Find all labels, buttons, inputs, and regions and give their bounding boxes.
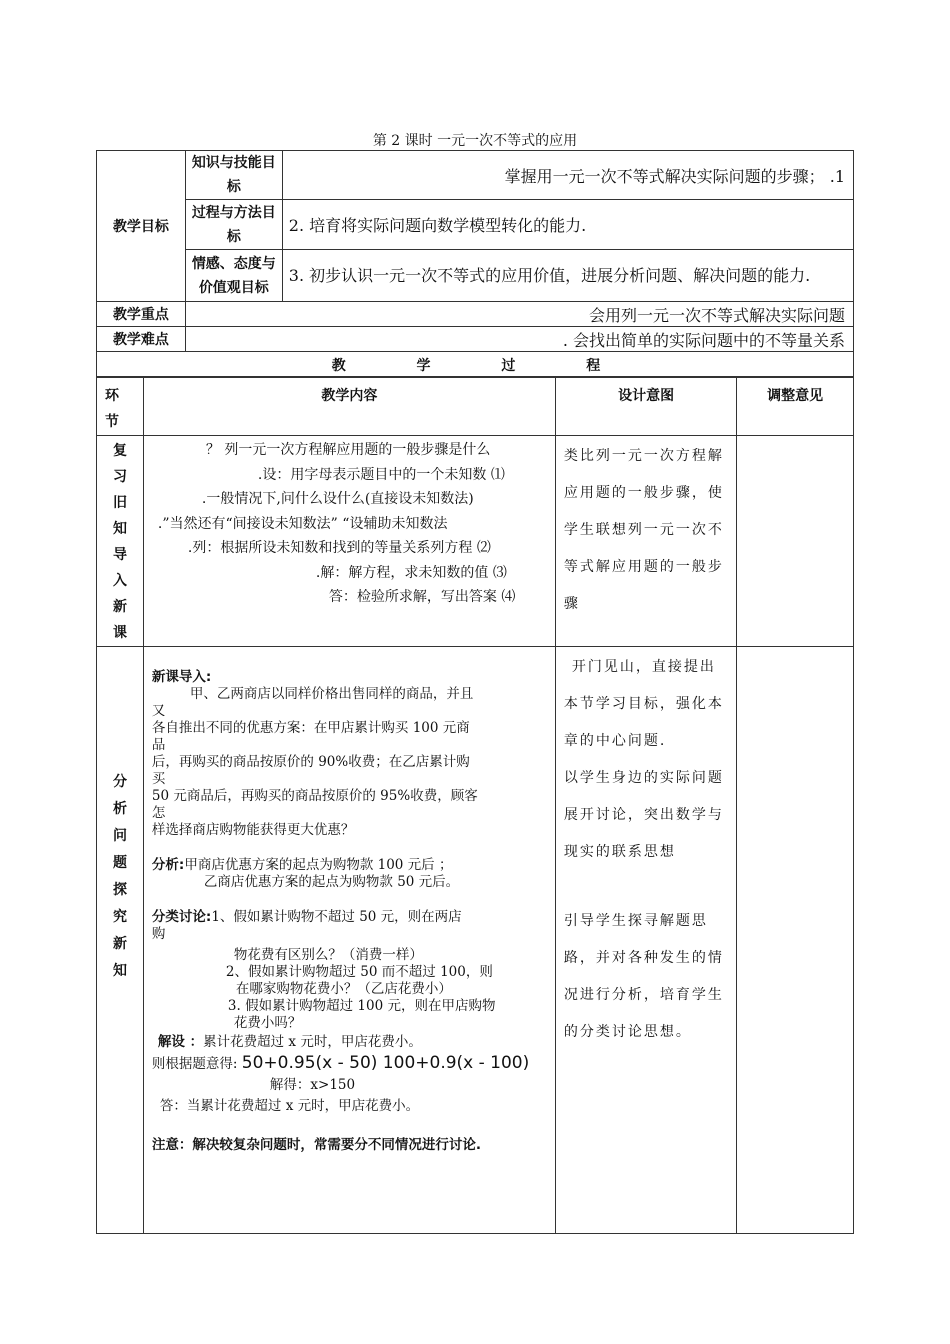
header-stage-text: 环节 bbox=[105, 388, 119, 430]
answer: 答：当累计花费超过 x 元时，甲店花费小。 bbox=[159, 1098, 420, 1114]
discuss-line-6: 花费小吗？ bbox=[233, 1015, 302, 1031]
header-content: 教学内容 bbox=[143, 377, 555, 436]
objectives-header: 教学目标 bbox=[97, 151, 186, 302]
intro-line-5: 后，再购买的商品按原价的 90%收费；在乙店累计购 bbox=[151, 754, 470, 770]
intro-label: 新课导入: bbox=[151, 669, 212, 685]
discuss-line-4: 在哪家购物花费小？（乙店花费小） bbox=[235, 981, 452, 997]
intro-line-1: 甲、乙两商店以同样价格出售同样的商品，并且 bbox=[189, 686, 474, 702]
objective-content-attitude: 3. 初步认识一元一次不等式的应用价值，进展分析问题、解决问题的能力. bbox=[282, 250, 853, 302]
objective-label-knowledge: 知识与技能目标 bbox=[185, 151, 282, 200]
review-line-4: .”当然还有“间接设未知数法” “设辅助未知数法 bbox=[157, 515, 448, 532]
discuss-line-2: 物花费有区别么？（消费一样） bbox=[233, 947, 423, 963]
analysis-adjust bbox=[737, 647, 854, 1234]
analysis-intent-1: 开门见山，直接提出本节学习目标，强化本章的中心问题. bbox=[563, 659, 724, 749]
analysis-stage-text: 分析问题探究新知 bbox=[112, 774, 127, 979]
discuss-line-3: 2、假如累计购物超过 50 而不超过 100，则 bbox=[225, 964, 493, 980]
objectives-table bbox=[96, 150, 854, 378]
difficulty-content: . 会找出简单的实际问题中的不等量关系 bbox=[185, 327, 853, 352]
solve-label: 解设 ： bbox=[157, 1034, 204, 1050]
review-line-1: ？ 列一元一次方程解应用题的一般步骤是什么 bbox=[205, 442, 491, 458]
objective-label-process: 过程与方法目标 bbox=[185, 200, 282, 250]
formula: 50+0.95(x - 50) 100+0.9(x - 100) bbox=[241, 1053, 530, 1073]
discuss-line-1: 1、假如累计购物不超过 50 元，则在两店 bbox=[211, 909, 462, 925]
analysis-line-2: 乙商店优惠方案的起点为购物款 50 元后。 bbox=[203, 874, 460, 890]
review-line-3: .一般情况下,问什么设什么(直接设未知数法) bbox=[201, 491, 474, 507]
intro-line-9: 样选择商店购物能获得更大优惠？ bbox=[151, 822, 355, 838]
analysis-intent-3: 引导学生探寻解题思路，并对各种发生的情况进行分析，培育学生的分类讨论思想。 bbox=[563, 913, 724, 1040]
analysis-intent bbox=[555, 647, 737, 1234]
formula-prefix: 则根据题意得: bbox=[151, 1056, 238, 1072]
intro-line-6: 买 bbox=[151, 771, 166, 787]
review-stage bbox=[97, 436, 144, 647]
solve-text: 累计花费超过 x 元时，甲店花费小。 bbox=[203, 1034, 422, 1050]
analysis-intent-2: 以学生身边的实际问题展开讨论，突出数学与现实的联系思想 bbox=[563, 770, 724, 860]
note: 注意：解决较复杂问题时，常需要分不同情况进行讨论. bbox=[151, 1137, 482, 1153]
review-intent: 类比列一元一次方程解应用题的一般步骤，使学生联想列一元一次不等式解应用题的一般步骤 bbox=[555, 436, 737, 647]
key-point-label: 教学重点 bbox=[97, 302, 186, 327]
process-table bbox=[96, 376, 854, 1234]
analysis-line-1: 甲商店优惠方案的起点为购物款 100 元后 ； bbox=[184, 857, 453, 873]
review-stage-text: 复习旧知导入新课 bbox=[112, 443, 127, 641]
analysis-label: 分析: bbox=[151, 857, 185, 873]
page-title: 第 2 课时 一元一次不等式的应用 bbox=[372, 133, 578, 149]
objective-label-attitude: 情感、态度与价值观目标 bbox=[185, 250, 282, 302]
header-stage bbox=[97, 377, 144, 436]
header-adjust: 调整意见 bbox=[737, 377, 854, 436]
intro-line-4: 品 bbox=[151, 737, 166, 753]
analysis-stage bbox=[97, 647, 144, 1234]
objective-content-process: 2. 培育将实际问题向数学模型转化的能力. bbox=[282, 200, 853, 250]
result: 解得：x>150 bbox=[269, 1077, 356, 1093]
intro-line-8: 怎 bbox=[151, 805, 166, 821]
review-line-6: .解：解方程，求未知数的值 ⑶ bbox=[315, 564, 507, 581]
intro-line-2: 又 bbox=[151, 703, 166, 719]
process-title: 教 学 过 程 bbox=[97, 352, 854, 378]
discuss-line-1b: 购 bbox=[151, 926, 166, 942]
header-intent: 设计意图 bbox=[555, 377, 737, 436]
discuss-label: 分类讨论: bbox=[151, 909, 212, 925]
objective-content-knowledge: 掌握用一元一次不等式解决实际问题的步骤； .1 bbox=[282, 151, 853, 200]
intro-line-3: 各自推出不同的优惠方案：在甲店累计购买 100 元商 bbox=[151, 720, 470, 736]
key-point-content: 会用列一元一次不等式解决实际问题 bbox=[185, 302, 853, 327]
review-line-2: .设：用字母表示题目中的一个未知数 ⑴ bbox=[257, 466, 505, 483]
difficulty-label: 教学难点 bbox=[97, 327, 186, 352]
analysis-content bbox=[143, 647, 555, 1234]
discuss-line-5: 3. 假如累计购物超过 100 元，则在甲店购物 bbox=[227, 998, 496, 1014]
review-content bbox=[143, 436, 555, 647]
review-line-7: 答：检验所求解，写出答案 ⑷ bbox=[328, 589, 516, 605]
review-adjust bbox=[737, 436, 854, 647]
review-line-5: .列：根据所设未知数和找到的等量关系列方程 ⑵ bbox=[187, 540, 491, 556]
intro-line-7: 50 元商品后，再购买的商品按原价的 95%收费，顾客 bbox=[151, 788, 478, 804]
